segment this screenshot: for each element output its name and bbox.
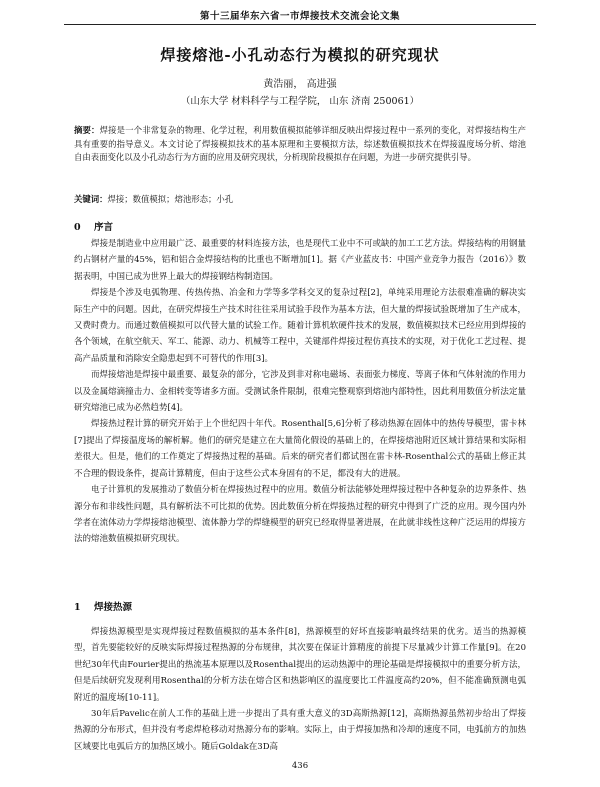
paragraph: 焊接是制造业中应用最广泛、最重要的材料连接方法，也是现代工业中不可或缺的加工工艺方法。焊接结构的用钢量约占钢材产量的45%，铝和铝合金焊接结构的比重也不断增加[1]。据《产业蓝皮书：中国产业竞争力报告（2016）》数据表明，中国已成为世界上最大的焊接钢结构制造国。 <box>74 239 526 282</box>
paragraph: 电子计算机的发展推动了数值分析在焊接热过程中的应用。数值分析法能够处理焊接过程中各种复杂的边界条件、热源分布和非线性问题，具有解析法不可比拟的优势。因此数值分析在焊接热过程的研究中得到了广泛的应用。现今国内外学者在流体动力学焊接熔池模型、流体静力学的焊缝模型的研究已经取得显著进展，在此就非线性这种广泛运用的焊接方法的熔池数值模拟研究现状。 <box>74 485 526 545</box>
paragraph: 而焊接熔池是焊接中最重要、最复杂的部分，它涉及到非对称电磁场、表面张力梯度、等离子体和气体射流的作用力以及金属熔滴撞击力、金相转变等诸多方面。受测试条件限制，很难完整观察到熔池内部特性，因此利用数值分析法定量研究熔池已成为必然趋势[4]。 <box>74 370 526 414</box>
section-number: 0 <box>74 222 81 233</box>
keywords-text: 焊接；数值模拟；熔池形态；小孔 <box>107 194 234 204</box>
paragraph: 焊接热过程计算的研究开始于上个世纪四十年代。Rosenthal[5,6]分析了移动热源在固体中的热传导模型，雷卡林[7]提出了焊接温度场的解析解。他们的研究是建立在大量简化假设的基础上的，在焊接熔池附近区域计算结果和实际相差很大。但是，他们的工作奠定了焊接热过程的基础。后来的研究者们都试图在雷卡林-Rosenthal公式的基础上修正其不合理的假设条件，提高计算精度，但由于这些公式本身固有的不足，都没有大的进展。 <box>74 419 526 479</box>
page-number: 436 <box>291 761 309 771</box>
paragraph: 30年后Pavelic在前人工作的基础上进一步提出了具有重大意义的3D高斯热源[12]，高斯热源虽然初步给出了焊接热源的分布形式，但并没有考虑焊枪移动对热源分布的影响。实际上，由于焊接加热和冷却的速度不同，电弧前方的加热区域要比电弧后方的加热区域小。随后Goldak在3D高 <box>74 709 526 752</box>
keywords-label: 关键词： <box>74 194 108 204</box>
section-number: 1 <box>74 602 81 613</box>
keywords <box>74 193 526 205</box>
running-header: 第十三届华东六省一市焊接技术交流会论文集 <box>199 11 400 22</box>
abstract-text: 焊接是一个非常复杂的物理、化学过程，利用数值模拟能够详细反映出焊接过程中一系列的变化，对焊接结构生产具有重要的指导意义。本文讨论了焊接模拟技术的基本原理和主要模拟方法，综述数值模拟技术在焊接温度场分析、熔池自由表面变化以及小孔动态行为方面的应用及研究现状，分析现阶段模拟存在问题，为进一步研究提供引导。 <box>74 125 526 163</box>
paragraph: 焊接是个涉及电弧物理、传热传热、冶金和力学等多学科交叉的复杂过程[2]，单纯采用理论方法很难准确的解决实际生产中的问题。因此，在研究焊接生产技术时往往采用试验手段作为基本方法，但大量的焊接试验既增加了生产成本，又费时费力。而通过数值模拟可以代替大量的试验工作。随着计算机软硬件技术的发展，数值模拟技术已经应用到焊接的各个领域，在航空航天、军工、能源、动力、机械等工程中，关键部件焊接过程仿真技术的实现，对于优化工艺过程、提高产品质量和消除安全隐患起到不可替代的作用[3]。 <box>74 288 526 364</box>
section-heading-1 <box>74 599 132 613</box>
paper-title: 焊接熔池-小孔动态行为模拟的研究现状 <box>160 46 440 64</box>
abstract <box>74 124 526 165</box>
section-0-body <box>74 236 526 548</box>
section-title: 序言 <box>94 222 114 233</box>
section-heading-0 <box>74 219 113 233</box>
abstract-label: 摘要： <box>74 125 100 135</box>
section-title: 焊接热源 <box>94 602 133 613</box>
affiliation: （山东大学 材料科学与工程学院， 山东 济南 250061） <box>180 96 420 107</box>
authors: 黄浩丽， 高进强 <box>263 79 337 90</box>
header-rule <box>64 24 536 25</box>
paragraph: 焊接热源模型是实现焊接过程数值模拟的基本条件[8]，热源模型的好坏直接影响最终结果的优劣。适当的热源模型，首先要能较好的反映实际焊接过程热源的分布规律，其次要在保证计算精度的前提下尽量减少计算工作量[9]。在20世纪30年代由Fourier提出的热流基本原理以及Rosenthal提出的运动热源中的理论基础是焊接模拟中的重要分析方法，但是后续研究发现利用Rosenthal的分析方法在熔合区和热影响区的温度要比工件温度高约20%，但不能准确预测电弧附近的温度场[10-11]。 <box>74 627 526 703</box>
section-1-body <box>74 624 526 755</box>
